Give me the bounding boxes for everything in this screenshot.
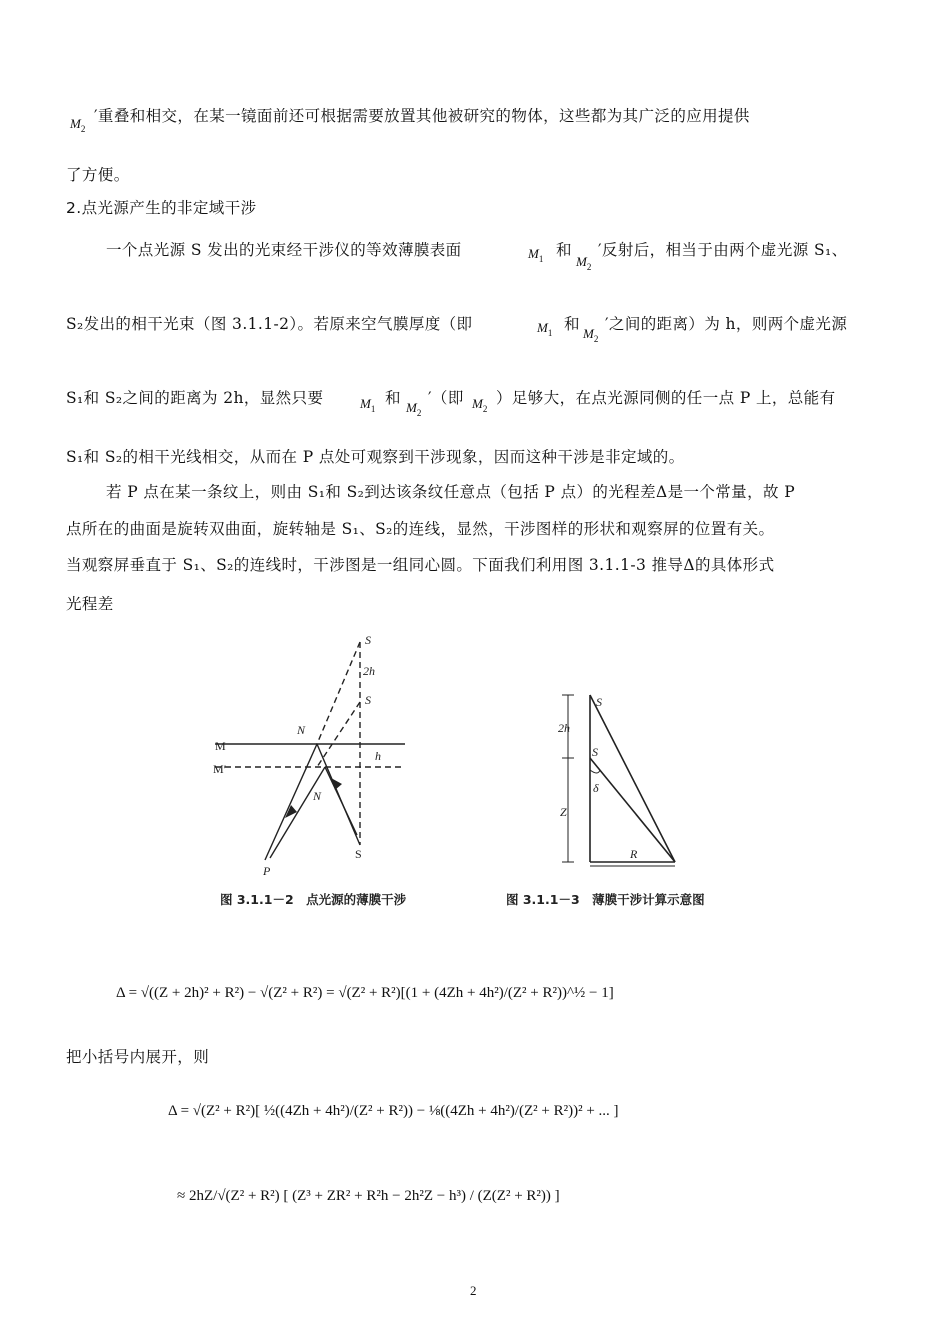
para2-a: S₂发出的相干光束（图 3.1.1-2）。若原来空气膜厚度（即 — [66, 315, 473, 333]
ray-s1-p — [590, 695, 675, 862]
label-h: h — [375, 749, 381, 763]
label-2h: 2h — [363, 664, 375, 678]
math-m2: $M_2$ — [70, 116, 86, 134]
para1-b: 和 — [556, 241, 572, 259]
label-m2prime: M′ — [213, 762, 227, 776]
math-m2: $M_2$ — [406, 400, 422, 418]
text-line-2: 了方便。 — [66, 166, 130, 184]
ray-n2-s — [325, 767, 357, 835]
math-m2: $M_2$ — [583, 326, 599, 344]
para3-d: ）足够大，在点光源同侧的任一点 P 上，总能有 — [496, 389, 836, 407]
para1-c: ′反射后，相当于由两个虚光源 S₁、 — [598, 241, 848, 259]
label-z: Z — [560, 805, 567, 819]
para2-b: 和 — [564, 315, 580, 333]
para8: 光程差 — [66, 595, 114, 613]
virtual-ray-s1 — [317, 642, 360, 744]
label-s: S — [355, 847, 362, 861]
equation-3: ≈ 2hZ/√(Z² + R²) [ (Z³ + ZR² + R²h − 2h²Z − h³) / (Z(Z² + R²)) ] — [177, 1188, 560, 1204]
para3-c: ′（即 — [428, 389, 464, 407]
label-n2: N — [313, 789, 322, 803]
label-m1: M — [215, 739, 226, 753]
label-n1: N — [297, 723, 306, 737]
math-m1: $M_1$ — [528, 246, 544, 264]
label-delta: δ — [593, 781, 599, 795]
para5: 若 P 点在某一条纹上，则由 S₁和 S₂到达该条纹任意点（包括 P 点）的光程差Δ是一个常量，故 P — [106, 483, 796, 501]
equation-2: Δ = √(Z² + R²)[ ½((4Zh + 4h²)/(Z² + R²)) − ⅛((4Zh + 4h²)/(Z² + R²))² + ... ] — [168, 1103, 619, 1119]
ray-n1-p — [265, 744, 317, 860]
para3-a: S₁和 S₂之间的距离为 2h，显然只要 — [66, 389, 324, 407]
label-2h: 2h — [558, 721, 570, 735]
label-p: P — [263, 864, 271, 878]
equation-1: Δ = √((Z + 2h)² + R²) − √(Z² + R²) = √(Z² + R²)[(1 + (4Zh + 4h²)/(Z² + R²))^½ − 1] — [116, 985, 614, 1001]
expand-text: 把小括号内展开，则 — [66, 1048, 210, 1066]
para3-b: 和 — [385, 389, 401, 407]
math-m2: $M_2$ — [576, 254, 592, 272]
ray-n2-p — [270, 767, 325, 858]
label-s2: S — [365, 693, 371, 707]
label-s2: S — [592, 745, 598, 759]
label-s1: S — [596, 695, 602, 709]
math-m1: $M_1$ — [360, 396, 376, 414]
math-m1: $M_1$ — [537, 320, 553, 338]
para7: 当观察屏垂直于 S₁、S₂的连线时，干涉图是一组同心圆。下面我们利用图 3.1.1-3 推导Δ的具体形式 — [66, 556, 775, 574]
math-m2: $M_2$ — [472, 396, 488, 414]
figure2-caption: 图 3.1.1－3 薄膜干涉计算示意图 — [506, 892, 705, 907]
figure-point-source-film — [205, 630, 435, 885]
label-r: R — [630, 847, 638, 861]
para2-c: ′之间的距离）为 h，则两个虚光源 — [605, 315, 848, 333]
para4: S₁和 S₂的相干光线相交，从而在 P 点处可观察到干涉现象，因而这种干涉是非定域的。 — [66, 448, 685, 466]
figure1-caption: 图 3.1.1－2 点光源的薄膜干涉 — [220, 892, 407, 907]
para6: 点所在的曲面是旋转双曲面，旋转轴是 S₁、S₂的连线，显然，干涉图样的形状和观察屏的位置有关。 — [66, 520, 775, 538]
text-line-1: ′重叠和相交，在某一镜面前还可根据需要放置其他被研究的物体，这些都为其广泛的应用提供 — [94, 107, 750, 125]
section-heading: 2.点光源产生的非定域干涉 — [66, 199, 257, 217]
para1-a: 一个点光源 S 发出的光束经干涉仪的等效薄膜表面 — [106, 241, 462, 259]
page-number: 2 — [470, 1283, 477, 1298]
label-s1: S — [365, 633, 371, 647]
figure-calculation-diagram — [550, 690, 700, 875]
virtual-ray-s2 — [317, 702, 360, 767]
